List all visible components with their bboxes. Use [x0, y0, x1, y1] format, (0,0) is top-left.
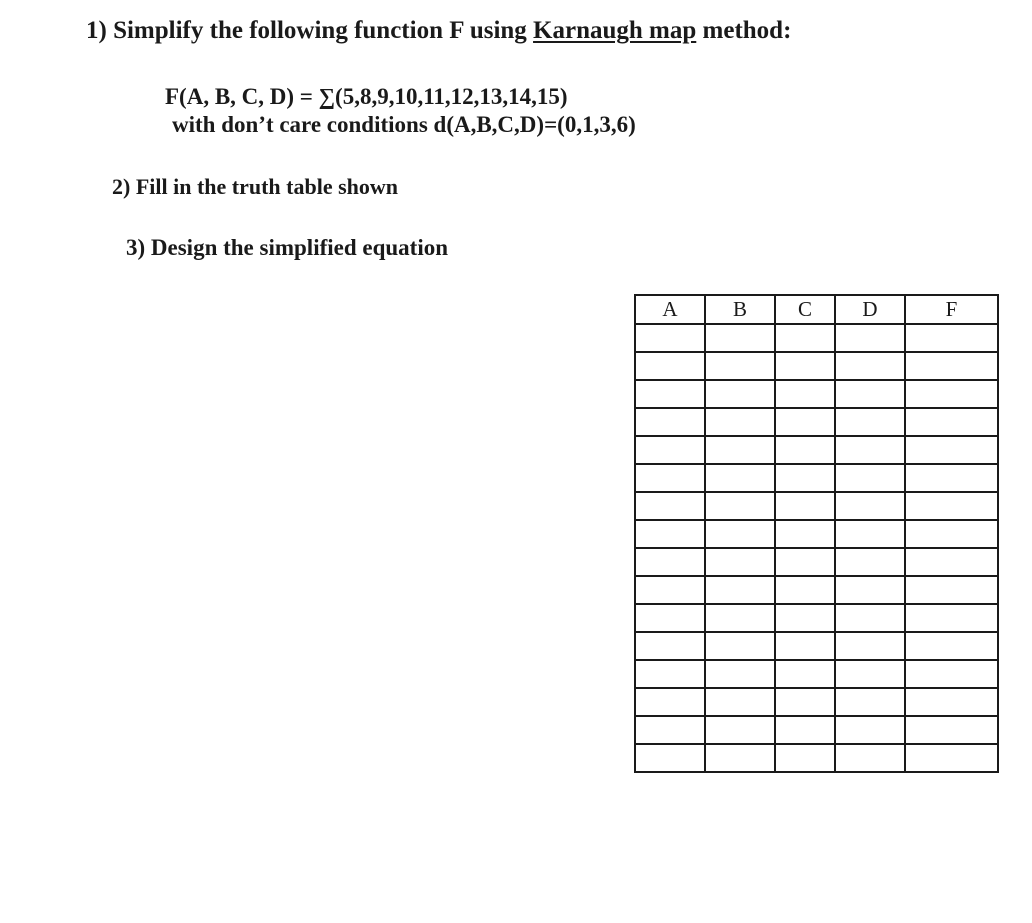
table-cell: [905, 604, 998, 632]
table-row: [635, 408, 998, 436]
table-cell: [835, 688, 905, 716]
table-cell: [835, 352, 905, 380]
table-row: [635, 548, 998, 576]
table-cell: [635, 548, 705, 576]
truth-table-header-row: [635, 295, 998, 324]
karnaugh-map-text: Karnaugh map: [533, 17, 697, 44]
table-cell: [775, 492, 835, 520]
table-cell: [775, 520, 835, 548]
table-cell: [905, 576, 998, 604]
table-cell: [905, 520, 998, 548]
table-cell: [705, 436, 775, 464]
table-cell: [835, 716, 905, 744]
table-cell: [705, 352, 775, 380]
table-row: [635, 352, 998, 380]
header-c: C: [775, 295, 835, 324]
table-cell: [775, 660, 835, 688]
table-cell: [635, 520, 705, 548]
table-cell: [705, 604, 775, 632]
table-row: [635, 632, 998, 660]
table-cell: [835, 324, 905, 352]
table-row: [635, 744, 998, 772]
table-cell: [635, 464, 705, 492]
question-2: 2) Fill in the truth table shown: [112, 174, 399, 199]
table-row: [635, 436, 998, 464]
table-cell: [705, 492, 775, 520]
table-cell: [835, 660, 905, 688]
table-cell: [775, 604, 835, 632]
table-cell: [835, 744, 905, 772]
table-row: [635, 604, 998, 632]
table-cell: [705, 576, 775, 604]
table-cell: [705, 548, 775, 576]
table-cell: [705, 688, 775, 716]
table-cell: [775, 548, 835, 576]
truth-table-body: [635, 324, 998, 772]
table-cell: [905, 380, 998, 408]
table-cell: [635, 492, 705, 520]
table-row: [635, 688, 998, 716]
truth-table: [634, 294, 999, 773]
table-cell: [775, 716, 835, 744]
dont-care-conditions: with don’t care conditions d(A,B,C,D)=(0,1,3,6): [172, 112, 636, 137]
function-definition: F(A, B, C, D) = ∑(5,8,9,10,11,12,13,14,15): [165, 84, 568, 109]
table-cell: [905, 352, 998, 380]
table-cell: [905, 408, 998, 436]
table-cell: [905, 436, 998, 464]
table-cell: [905, 632, 998, 660]
table-cell: [775, 436, 835, 464]
table-cell: [835, 520, 905, 548]
table-cell: [635, 324, 705, 352]
table-cell: [705, 716, 775, 744]
table-cell: [775, 632, 835, 660]
table-cell: [905, 744, 998, 772]
table-cell: [635, 576, 705, 604]
table-cell: [905, 688, 998, 716]
table-cell: [905, 324, 998, 352]
table-row: [635, 660, 998, 688]
table-row: [635, 520, 998, 548]
header-a: A: [635, 295, 705, 324]
table-cell: [835, 464, 905, 492]
table-cell: [635, 744, 705, 772]
table-cell: [775, 324, 835, 352]
table-cell: [775, 688, 835, 716]
table-cell: [705, 380, 775, 408]
table-cell: [635, 632, 705, 660]
table-cell: [905, 464, 998, 492]
table-cell: [705, 464, 775, 492]
table-cell: [635, 716, 705, 744]
table-cell: [705, 660, 775, 688]
table-cell: [835, 492, 905, 520]
table-cell: [835, 408, 905, 436]
table-row: [635, 492, 998, 520]
table-cell: [635, 688, 705, 716]
question-1-suffix: method:: [696, 17, 792, 44]
table-cell: [905, 548, 998, 576]
table-cell: [635, 380, 705, 408]
table-row: [635, 716, 998, 744]
table-cell: [775, 576, 835, 604]
table-cell: [775, 352, 835, 380]
table-cell: [835, 380, 905, 408]
table-cell: [705, 744, 775, 772]
table-cell: [775, 744, 835, 772]
header-d: D: [835, 295, 905, 324]
table-cell: [835, 632, 905, 660]
header-b: B: [705, 295, 775, 324]
table-cell: [705, 408, 775, 436]
table-cell: [635, 408, 705, 436]
table-cell: [905, 492, 998, 520]
table-cell: [835, 436, 905, 464]
table-row: [635, 380, 998, 408]
table-cell: [775, 380, 835, 408]
table-cell: [775, 408, 835, 436]
table-row: [635, 464, 998, 492]
question-3: 3) Design the simplified equation: [126, 235, 449, 260]
table-cell: [835, 548, 905, 576]
table-cell: [705, 632, 775, 660]
table-cell: [905, 716, 998, 744]
table-cell: [705, 324, 775, 352]
table-cell: [705, 520, 775, 548]
table-cell: [775, 464, 835, 492]
header-f: F: [905, 295, 998, 324]
table-cell: [835, 604, 905, 632]
question-1: [86, 17, 791, 45]
table-cell: [905, 660, 998, 688]
table-cell: [635, 660, 705, 688]
question-1-prefix: 1) Simplify the following function F using: [86, 17, 534, 44]
table-cell: [635, 352, 705, 380]
table-row: [635, 576, 998, 604]
table-cell: [835, 576, 905, 604]
table-cell: [635, 436, 705, 464]
table-cell: [635, 604, 705, 632]
table-row: [635, 324, 998, 352]
